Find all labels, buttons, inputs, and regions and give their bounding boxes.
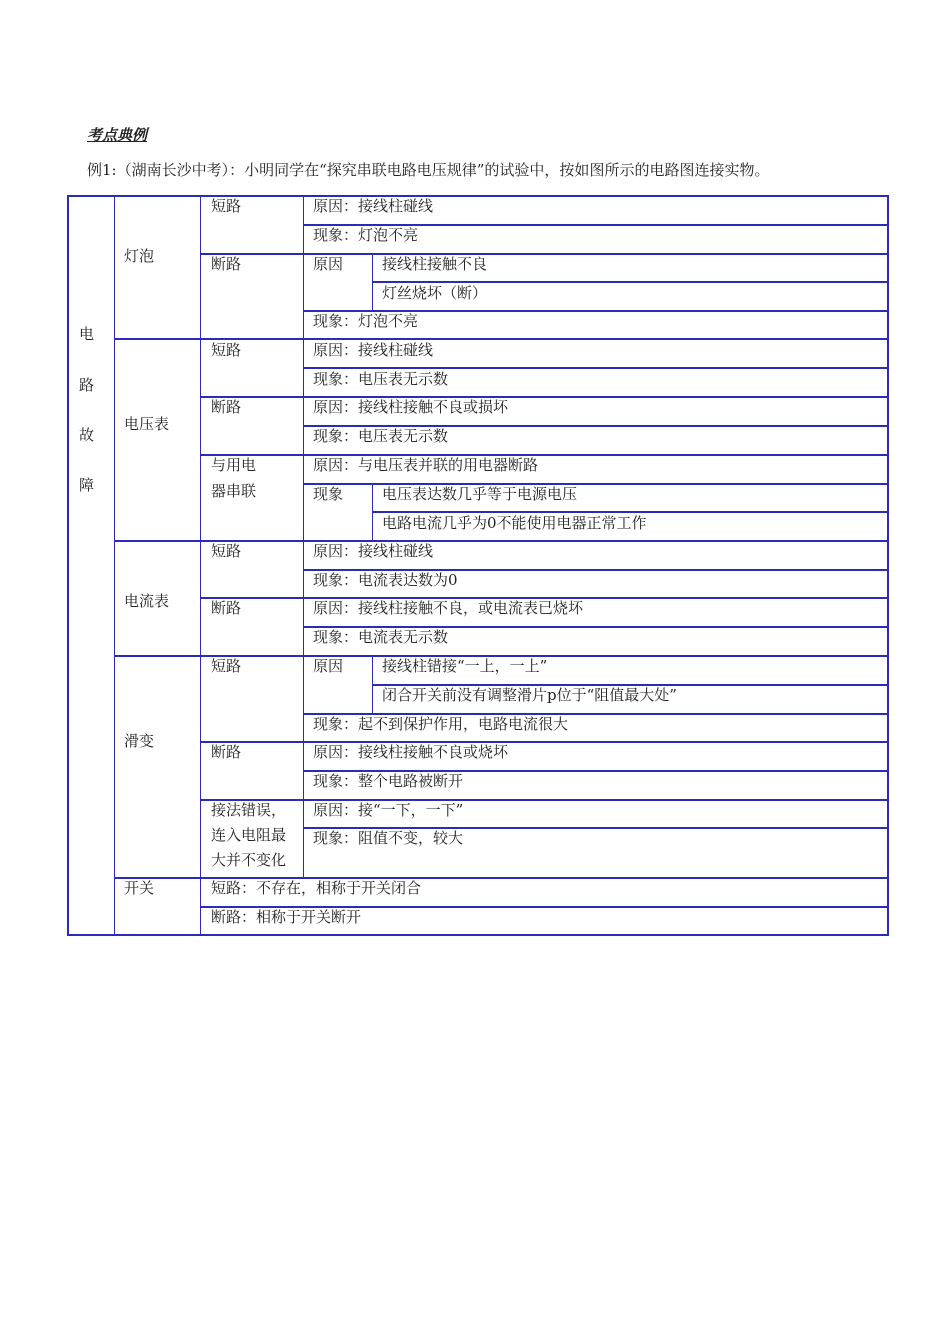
bulb-open-cause-1: 接线柱接触不良 <box>382 255 488 273</box>
voltmeter-series-effect-label: 现象 <box>313 485 344 503</box>
rheostat-short-cause-2: 闭合开关前没有调整滑片p位于“阻值最大处” <box>382 686 677 704</box>
root-label-2: 路 <box>79 376 95 394</box>
voltmeter-series-line2: 器串联 <box>211 482 257 500</box>
root-label-3: 故 <box>79 426 95 444</box>
switch-short: 短路：不存在，相称于开关闭合 <box>211 879 422 897</box>
root-label-4: 障 <box>79 476 95 494</box>
rheostat-open-effect: 现象：整个电路被断开 <box>313 772 464 790</box>
voltmeter-open-cause: 原因：接线柱接触不良或损坏 <box>313 398 509 416</box>
bulb-open-effect: 现象：灯泡不亮 <box>313 312 419 330</box>
rheostat-short: 短路 <box>211 657 242 675</box>
rheostat-short-effect: 现象：起不到保护作用，电路电流很大 <box>313 715 569 733</box>
section-heading: 考点典例 <box>87 126 148 144</box>
example-intro: 例1:（湖南长沙中考）：小明同学在“探究串联电路电压规律”的试验中，按如图所示的电路图连接实物。 <box>87 161 770 179</box>
bulb-short-cause: 原因：接线柱碰线 <box>313 197 434 215</box>
voltmeter-short-cause: 原因：接线柱碰线 <box>313 341 434 359</box>
component-bulb: 灯泡 <box>124 247 155 265</box>
bulb-open-cause-2: 灯丝烧坏（断） <box>382 284 488 302</box>
rheostat-wrong-line2: 连入电阻最 <box>211 826 287 844</box>
ammeter-open-effect: 现象：电流表无示数 <box>313 628 449 646</box>
switch-open: 断路：相称于开关断开 <box>211 908 362 926</box>
rheostat-open-cause: 原因：接线柱接触不良或烧坏 <box>313 743 509 761</box>
rheostat-open: 断路 <box>211 743 242 761</box>
voltmeter-series-effect-2: 电路电流几乎为0不能使用电器正常工作 <box>382 514 647 532</box>
component-rheostat: 滑变 <box>124 732 155 750</box>
voltmeter-short-effect: 现象：电压表无示数 <box>313 370 449 388</box>
voltmeter-series-line1: 与用电 <box>211 456 257 474</box>
voltmeter-short: 短路 <box>211 341 242 359</box>
rheostat-short-cause-label: 原因 <box>313 657 344 675</box>
rheostat-wrong-line1: 接法错误， <box>211 801 287 819</box>
voltmeter-open-effect: 现象：电压表无示数 <box>313 427 449 445</box>
bulb-short: 短路 <box>211 197 242 215</box>
root-label-1: 电 <box>79 325 95 343</box>
ammeter-open: 断路 <box>211 599 242 617</box>
component-ammeter: 电流表 <box>124 592 170 610</box>
bulb-open: 断路 <box>211 255 242 273</box>
voltmeter-open: 断路 <box>211 398 242 416</box>
bulb-open-cause-label: 原因 <box>313 255 344 273</box>
voltmeter-series-effect-1: 电压表达数几乎等于电源电压 <box>382 485 578 503</box>
rheostat-wrong-line3: 大并不变化 <box>211 851 287 869</box>
rheostat-wrong-effect: 现象：阻值不变，较大 <box>313 829 464 847</box>
bulb-short-effect: 现象：灯泡不亮 <box>313 226 419 244</box>
ammeter-short: 短路 <box>211 542 242 560</box>
ammeter-short-effect: 现象：电流表达数为0 <box>313 571 458 589</box>
rheostat-short-cause-1: 接线柱错接“一上，一上” <box>382 657 548 675</box>
ammeter-open-cause: 原因：接线柱接触不良，或电流表已烧坏 <box>313 599 584 617</box>
component-switch: 开关 <box>124 879 155 897</box>
voltmeter-series-cause: 原因：与电压表并联的用电器断路 <box>313 456 539 474</box>
rheostat-wrong-cause: 原因：接“一下，一下” <box>313 801 464 819</box>
ammeter-short-cause: 原因：接线柱碰线 <box>313 542 434 560</box>
component-voltmeter: 电压表 <box>124 415 170 433</box>
